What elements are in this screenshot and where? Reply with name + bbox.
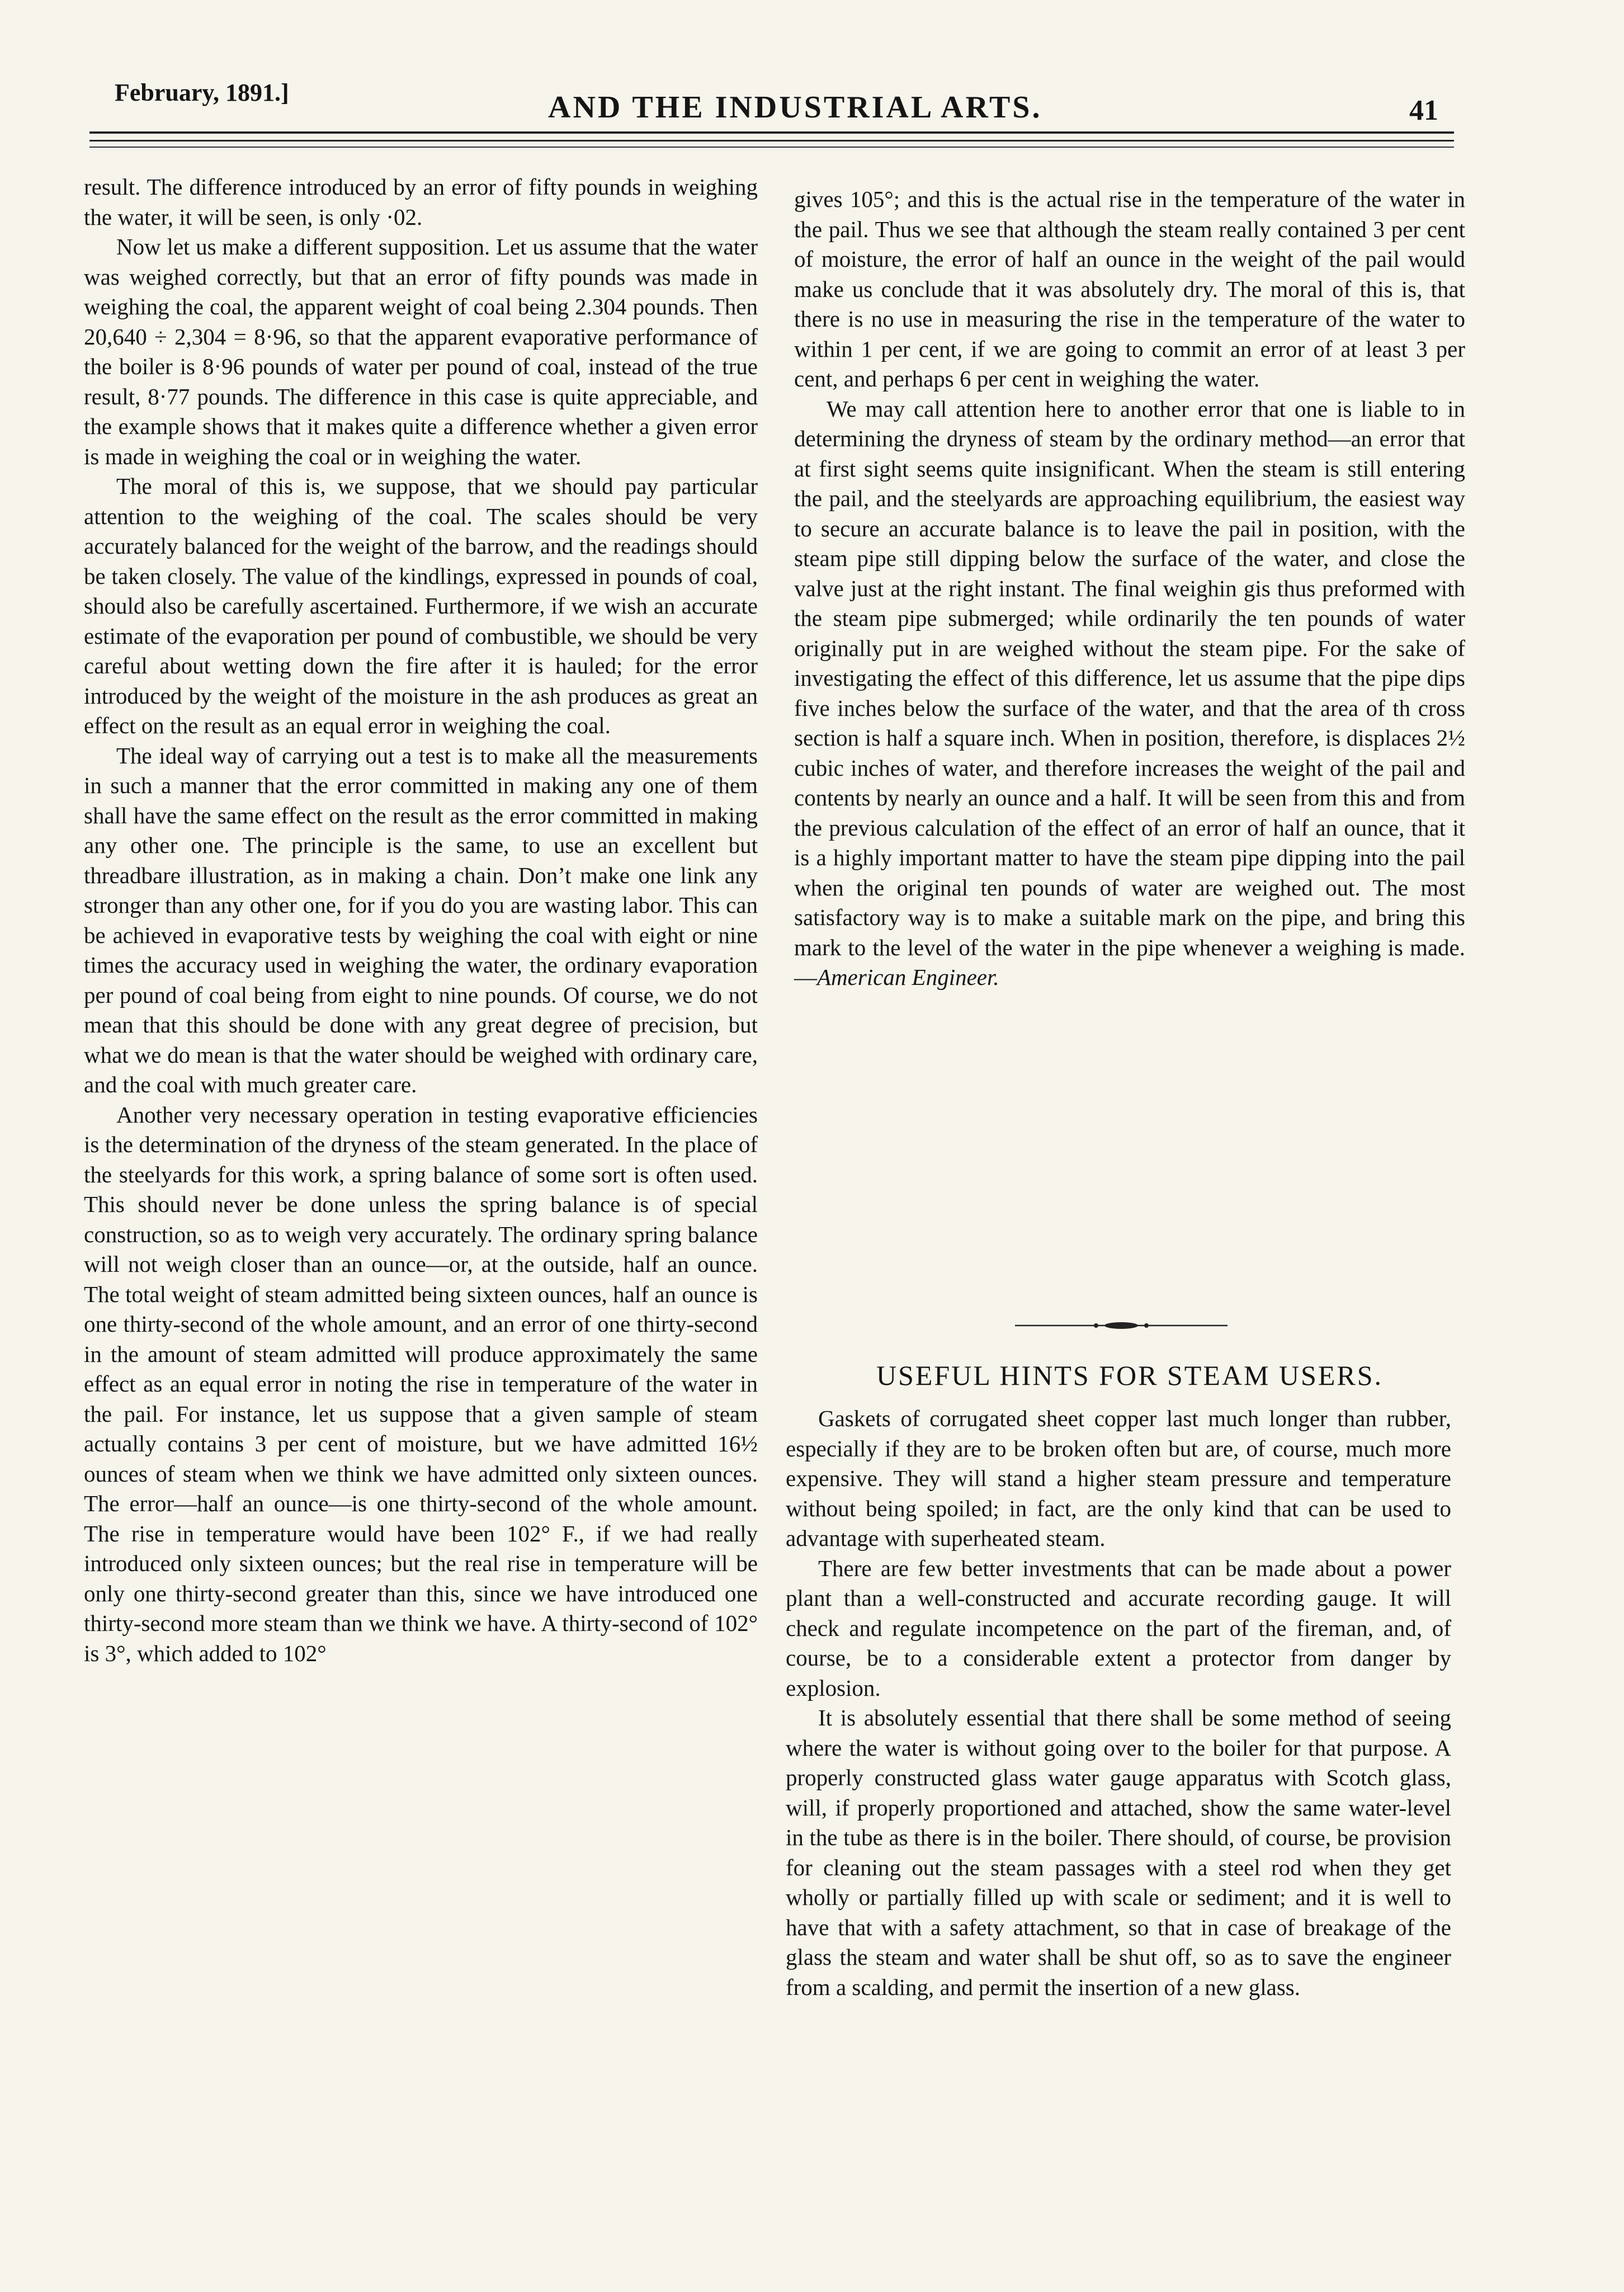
header-rule-bottom — [89, 147, 1454, 148]
paragraph: gives 105°; and this is the actual rise in the temperature of the water in the pail. Thus we see that although the steam really contained 3 per cent of moisture, the error of half an ounce in the weight of the pail would make us conclude that it was absolutely dry. The moral of this is, that there is no use in measuring the rise in the temperature of the water to within 1 per cent, if we are going to commit an error of at least 3 per cent, and perhaps 6 per cent in weighing the water. — [794, 186, 1465, 392]
paragraph-text: We may call attention here to another error that one is liable to in determining the dryness of steam by the ordinary method—an error that at first sight seems quite insignificant. When the steam is still entering the pail, and the steelyards are approaching equilibrium, the easiest way to secure an accurate balance is to leave the pail in position, with the steam pipe still dipping below the surface of the water, and close the valve just at the right instant. The final weighin gis thus preformed with the steam pipe submerged; while ordinarily the ten pounds of water originally put in are weighed without the steam pipe. For the sake of investigating the effect of this difference, let us assume that the pipe dips five inches below the surface of the water, and that the area of th cross section is half a square inch. When in position, therefore, is displaces 2½ cubic inches of water, and therefore increases the weight of the pail and contents by nearly an ounce and a half. It will be seen from this and from the previous calculation of the effect of an error of half an ounce, that it is a highly important matter to have the steam pipe dipping into the pail when the original ten pounds of water are weighed out. The most satisfactory way is to make a suitable mark on the pipe, and bring this mark to the level of the water in the pipe whenever a weighing is made.— — [794, 395, 1466, 990]
right-column — [794, 185, 1465, 993]
source-byline: American Engineer. — [817, 964, 999, 990]
paragraph — [794, 394, 1465, 993]
header-rule-middle — [89, 140, 1454, 142]
section-divider-ornament — [1015, 1322, 1228, 1329]
paragraph: Now let us make a different supposition. Let us assume that the water was weighed correctly, but that an error of fifty pounds was made in weighing the coal, the apparent weight of coal being 2.304 pounds. Then 20,640 ÷ 2,304 = 8·96, so that the apparent evaporative performance of the boiler is 8·96 pounds of water per pound of coal, instead of the true result, 8·77 pounds. The difference in this case is quite appreciable, and the example shows that it makes quite a difference whether a given error is made in weighing the coal or in weighing the water. — [84, 234, 758, 469]
section-body — [786, 1404, 1451, 2002]
paragraph: The moral of this is, we suppose, that we should pay particular attention to the weighing of the coal. The scales should be very accurately balanced for the weight of the barrow, and the readings should be taken closely. The value of the kindlings, expressed in pounds of coal, should also be carefully ascertained. Furthermore, if we wish an accurate estimate of the evaporation per pound of combustible, we should be very careful about wetting down the fire after it is hauled; for the error introduced by the weight of the moisture in the ash produces as great an effect on the result as an equal error in weighing the coal. — [84, 473, 758, 738]
section-heading: USEFUL HINTS FOR STEAM USERS. — [876, 1360, 1384, 1391]
issue-date: February, 1891.] — [115, 79, 289, 106]
paragraph: The ideal way of carrying out a test is to make all the measurements in such a manner that the error committed in making any one of them shall have the same effect on the result as the error committed in making any other one. The principle is the same, to use an excellent but threadbare illustration, as in making a chain. Don’t make one link any stronger than any other one, for if you do you are wasting labor. This can be achieved in evaporative tests by weighing the coal with eight or nine times the accuracy used in weighing the water, the ordinary evaporation per pound of coal being from eight to nine pounds. Of course, we do not mean that this should be done with any great degree of precision, but what we do mean is that the water should be weighed with ordinary care, and the coal with much greater care. — [84, 742, 758, 1097]
paragraph: Another very necessary operation in testing evaporative efficiencies is the determination of the dryness of the steam generated. In the place of the steelyards for this work, a spring balance of some sort is often used. This should never be done unless the spring balance is of special construction, so as to weigh very accurately. The ordinary spring balance will not weigh closer than an ounce—or, at the outside, half an ounce. The total weight of steam admitted being sixteen ounces, half an ounce is one thirty-second of the whole amount, and an error of one thirty-second in the amount of steam admitted will produce approximately the same effect as an equal error in noting the rise in temperature of the water in the pail. For instance, let us suppose that a given sample of steam actually contains 3 per cent of moisture, but we have admitted 16½ ounces of steam when we think we have admitted only sixteen ounces. The error—half an ounce—is one thirty-second of the whole amount. The rise in temperature would have been 102° F., if we had really introduced only sixteen ounces; but the real rise in temperature will be only one thirty-second greater than this, since we have introduced one thirty-second more steam than we think we have. A thirty-second of 102° is 3°, which added to 102° — [84, 1101, 758, 1666]
running-title: AND THE INDUSTRIAL ARTS. — [548, 90, 1042, 125]
page-header — [0, 0, 1624, 151]
paragraph: There are few better investments that can be made about a power plant than a well-constructed and accurate recording gauge. It will check and regulate incompetence on the part of the fireman, and, of course, be to a considerable extent a protector from danger by explosion. — [786, 1555, 1451, 1701]
paragraph: It is absolutely essential that there shall be some method of seeing where the water is without going over to the boiler for that purpose. A properly constructed glass water gauge apparatus with Scotch glass, will, if properly proportioned and attached, show the same water-level in the tube as there is in the boiler. There should, of course, be provision for cleaning out the steam passages with a steel rod when they get wholly or partially filled up with scale or sediment; and it is well to have that with a safety attachment, so that in case of breakage of the glass the steam and water shall be shut off, so as to save the engineer from a scalding, and permit the insertion of a new glass. — [786, 1705, 1451, 2000]
left-column — [84, 172, 758, 1668]
page-number: 41 — [1409, 95, 1438, 126]
paragraph: result. The difference introduced by an error of fifty pounds in weighing the water, it will be seen, is only ·02. — [84, 174, 758, 230]
paragraph: Gaskets of corrugated sheet copper last much longer than rubber, especially if they are to be broken often but are, of course, much more expensive. They will stand a higher steam pressure and temperature without being spoiled; in fact, are the only kind that can be used to advantage with superheated steam. — [786, 1406, 1451, 1551]
header-rule-top — [89, 131, 1454, 134]
